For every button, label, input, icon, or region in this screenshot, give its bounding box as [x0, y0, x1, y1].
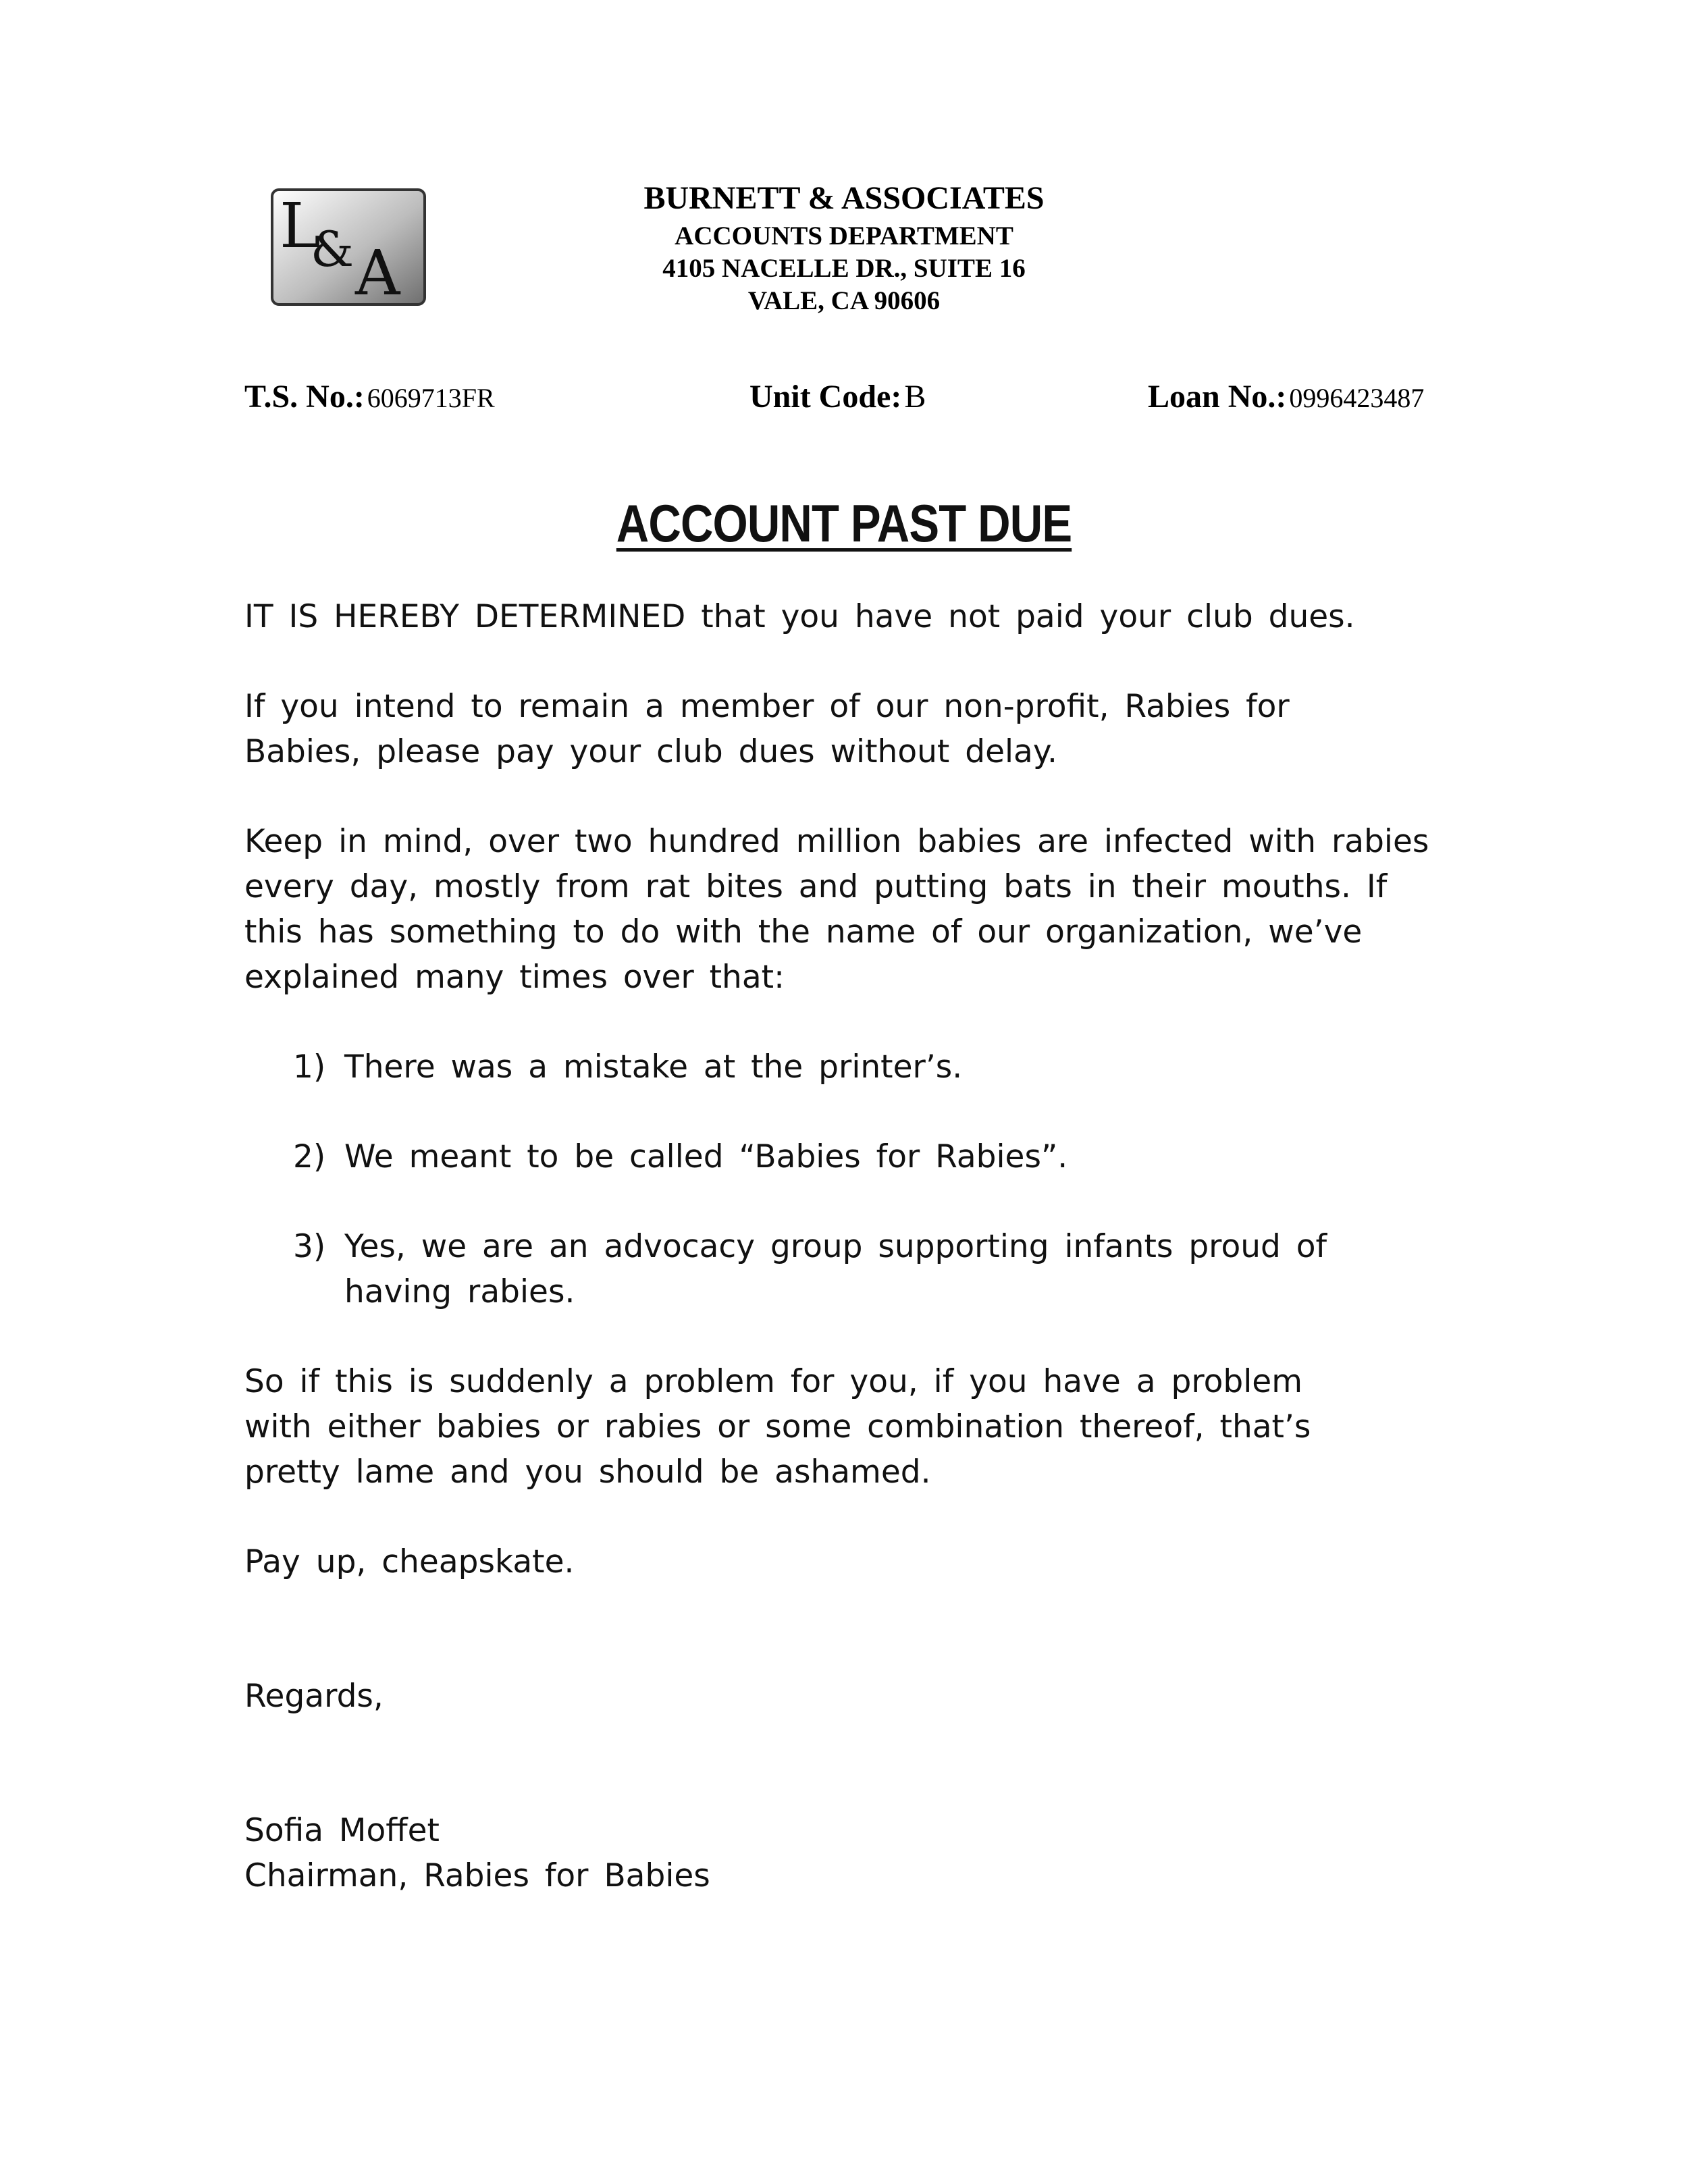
department-name: ACCOUNTS DEPARTMENT: [675, 221, 1013, 250]
list-number: 1): [293, 1048, 326, 1086]
signature-block: [244, 1808, 1433, 1898]
list-text: We meant to be called “Babies for Rabies”.: [344, 1138, 1068, 1175]
unit-code: [749, 378, 926, 415]
signer-name: Sofia Moffet: [244, 1812, 440, 1849]
paragraph: IT IS HEREBY DETERMINED that you have not paid your club dues.: [244, 598, 1355, 635]
list-number: 2): [293, 1138, 326, 1175]
firm-name: BURNETT & ASSOCIATES: [643, 180, 1045, 216]
list-item: [244, 1224, 1433, 1314]
address-line-2: VALE, CA 90606: [747, 286, 941, 315]
reference-row: [0, 378, 1688, 419]
unit-label: Unit Code:: [749, 379, 902, 415]
ts-value: 6069713FR: [367, 383, 495, 413]
paragraph: Pay up, cheapskate.: [244, 1543, 575, 1580]
list-item: [244, 1134, 1433, 1179]
letterhead: [540, 177, 1148, 317]
svg-text:L: L: [280, 190, 321, 262]
unit-value: B: [904, 379, 926, 415]
list-text: Yes, we are an advocacy group supporting infants proud of having rabies.: [344, 1228, 1327, 1310]
ts-number: [244, 378, 495, 415]
letter-title: [118, 493, 1570, 554]
paragraph: So if this is suddenly a problem for you, if you have a problem with either babies or rabies or some combination thereof, that’s pretty lame and you should be ashamed.: [244, 1363, 1311, 1491]
svg-text:&: &: [311, 221, 354, 277]
list-text: There was a mistake at the printer’s.: [344, 1048, 963, 1086]
loan-label: Loan No.:: [1148, 379, 1287, 415]
signoff: Regards,: [244, 1678, 384, 1715]
list-item: [244, 1044, 1433, 1090]
letter-body: [244, 594, 1433, 1898]
spacer: [244, 1763, 1433, 1808]
loan-number: [1148, 378, 1424, 415]
list-number: 3): [293, 1228, 326, 1265]
spacer: [244, 1629, 1433, 1674]
company-logo: [270, 188, 427, 307]
address-line-1: 4105 NACELLE DR., SUITE 16: [662, 254, 1026, 283]
ts-label: T.S. No.:: [244, 379, 365, 415]
paragraph: Keep in mind, over two hundred million babies are infected with rabies every day, mostly from rat bites and putting bats in their mouths. If this has something to do with the name of our organization, we’ve explained many times over that:: [244, 823, 1429, 996]
loan-value: 0996423487: [1289, 383, 1425, 413]
svg-text:A: A: [355, 237, 400, 307]
signer-title: Chairman, Rabies for Babies: [244, 1857, 710, 1894]
paragraph: If you intend to remain a member of our non-profit, Rabies for Babies, please pay your club dues without delay.: [244, 688, 1290, 770]
explanation-list: [244, 1044, 1433, 1314]
title-text: ACCOUNT PAST DUE: [616, 494, 1072, 553]
